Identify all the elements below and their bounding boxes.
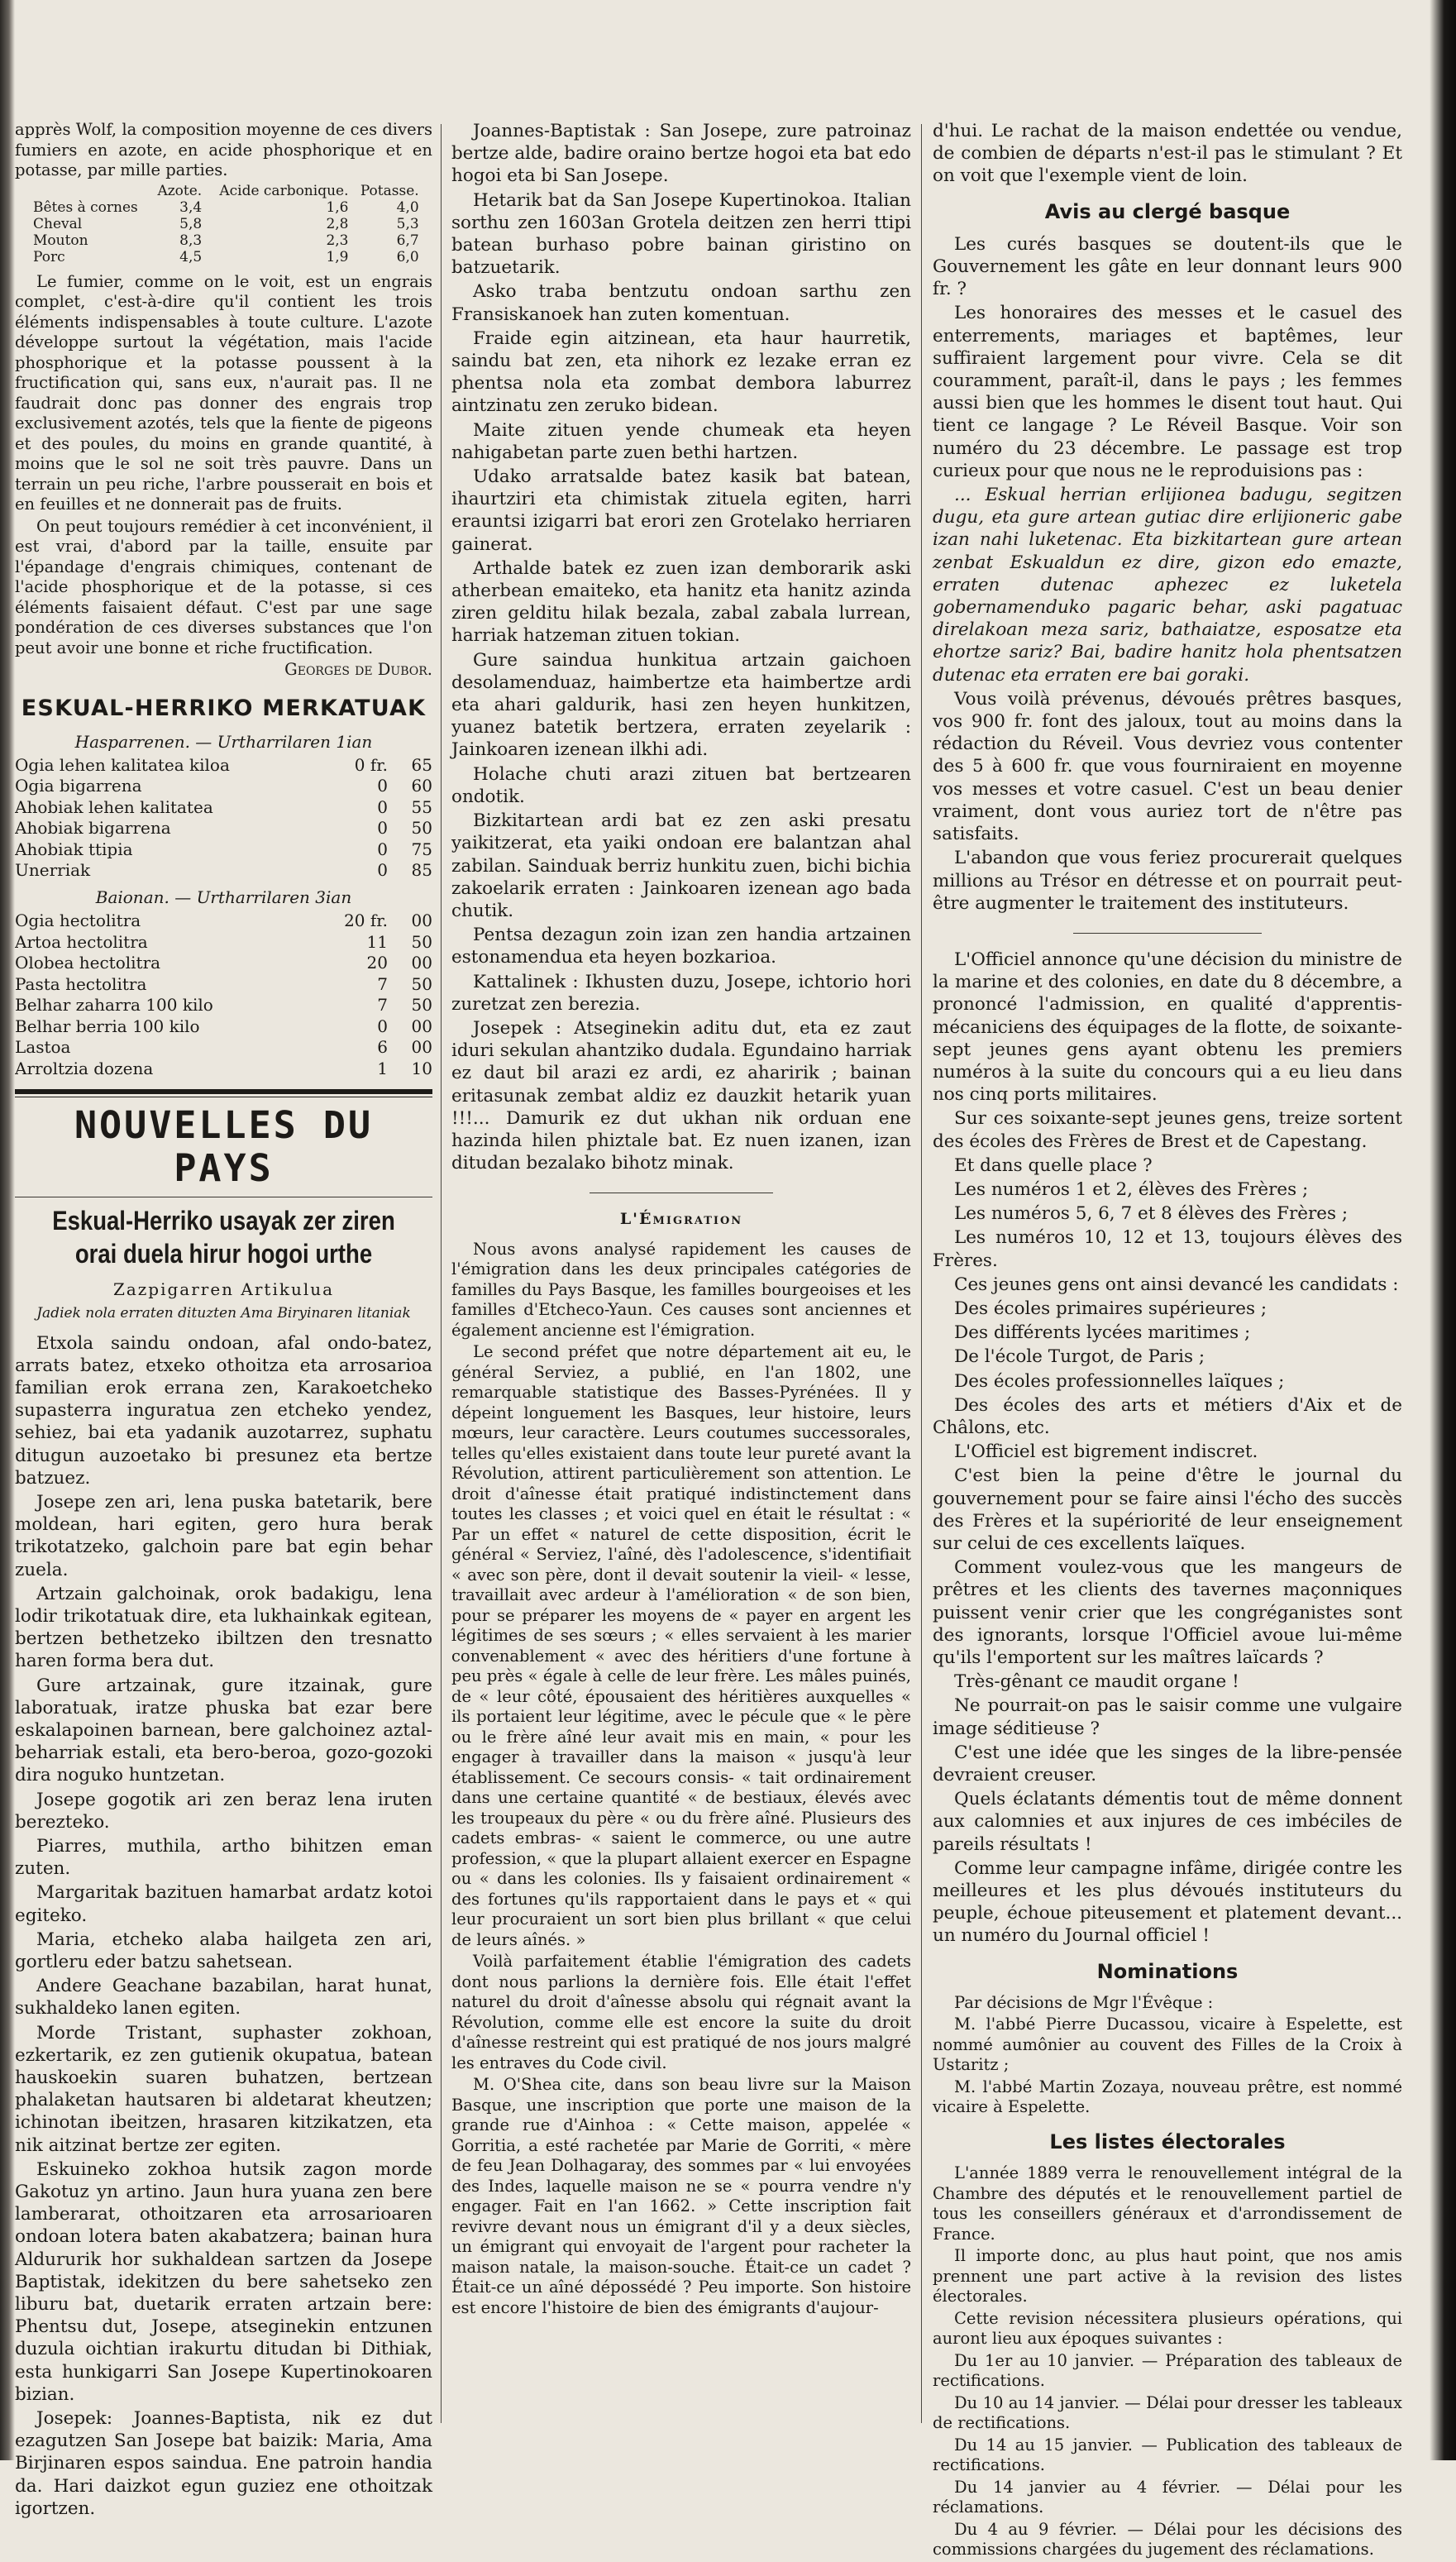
table-cell: Mouton xyxy=(33,232,88,249)
table-cell: 85 xyxy=(411,860,432,881)
table-cell: 0 xyxy=(377,818,388,839)
article-paragraph: Fraide egin aitzinean, eta haur haurretik, saindu bat zen, eta nihork ez lezake erran ez phentsa nola eta zombat dembora laburrez aintzinatu zen zeruko bidean. xyxy=(451,327,911,417)
table-cell: 5,3 xyxy=(396,215,419,232)
officiel-paragraph: L'Officiel est bigrement indiscret. xyxy=(954,1441,1258,1463)
table-cell: 75 xyxy=(411,839,432,859)
table-cell: Unerriak xyxy=(15,860,91,881)
table-cell: 60 xyxy=(411,776,432,796)
page-binding-shadow-left xyxy=(0,0,15,2460)
emigration-paragraph: M. O'Shea cite, dans son beau livre sur la Maison Basque, une inscription que porte une maison de la grande rue d'Ainhoa : « Cette maison, appelée « Gorritia, a esté rachetée par Marie de Gorriti, « mère de feu Jean Dolhagaray, des sommes par « lui envoyées des Indes, laquelle maison ne se « pourra vendre n'y engager. Fait en l'an 1662. » Cette inscription fait revivre devant nous un émigrant d'il y a deux siècles, un émigrant qui envoyait de l'argent pour racheter la maison natale, la maison-souche. Était-ce un cadet ? Était-ce un aîné dépossédé ? Peu importe. Son histoire est encore l'histoire de bien des émigrants d'aujour- xyxy=(451,2075,911,2317)
table-cell: 7 xyxy=(377,973,388,994)
emigration-title: L'Émigration xyxy=(619,1210,743,1229)
table-cell: 0 fr. xyxy=(354,754,388,775)
officiel-paragraph: Quels éclatants démentis tout de même donnent aux calomnies et aux injures de ces imbéciles de pareils résultats ! xyxy=(933,1789,1402,1855)
table-cell: Cheval xyxy=(33,215,83,232)
table-cell: 65 xyxy=(411,754,432,775)
author-signature: Georges de Dubor. xyxy=(284,660,432,679)
table-cell: Ogia bigarrena xyxy=(15,776,142,796)
officiel-paragraph: Des écoles professionnelles laïques ; xyxy=(954,1370,1285,1392)
table-cell: 0 xyxy=(377,776,388,796)
table-cell: Olobea hectolitra xyxy=(15,953,161,973)
article-paragraph: Maite zituen yende chumeak eta heyen nahigabetan parte zuen bethi hartzen. xyxy=(451,419,911,463)
emigration-paragraph: Le second préfet que notre département ait eu, le général Serviez, a publié, en l'an 1802, une remarquable statistique des Basses-Pyrénées. Il y dépeint longuement les Basques, leur histoire, leurs mœurs, leur caractère. Leurs coutumes successorales, telles qu'elles existaient dans toute leur pureté avant la Révolution, attirent particulièrement son attention. Le droit d'aînesse était pratiqué indistinctement dans toutes les classes ; et voici quel en était le résultat : « Par un effet « naturel de cette disposition, écrit le général « Serviez, l'aîné, dès l'adolescence, s'identifiait « avec son père, dont il devait soutenir la vieil- « lesse, travaillait avec ardeur à l'amélioration « de son bien, pour se préparer les moyens de « payer en argent les légitimes de ses sœurs ; « elles servaient à les marier convenablement « avec des héritiers d'une fortune à peu près « égale à celle de leur frère. Les mâles puinés, de « leur côté, épousaient des héritières auxquelles « ils portaient leur légitime, avec le pécule que « le père ou le frère aîné leur avait mis en main, « pour les engager à travailler dans la maison « jusqu'à leur établissement. Ce secours consis- « tait ordinairement dans une certaine quantité « de bestiaux, élevés avec les troupeaux du père « ou du frère aîné. Plusieurs des cadets embras- « saient le commerce, ou une autre profession, « que la plupart allaient exercer en Espagne ou « dans les colonies. Ils y faisaient ordinairement « des fortunes qu'ils rapportaient dans le pays et « qui leur procuraient un sort bien plus brillant « que celui de leurs aînés. » xyxy=(451,1342,911,1949)
table-cell: 50 xyxy=(411,995,432,1016)
table-header: Azote. xyxy=(157,182,203,199)
table-row xyxy=(15,1016,432,1038)
table-row xyxy=(15,1059,432,1080)
article-paragraph: Udako arratsalde batez kasik bat batean, ihaurtziri eta chimistak zituela egiten, harri erauntsi izigarri bat erori zen Grotelako herriaren gainerat. xyxy=(451,466,911,555)
table-cell: 20 xyxy=(366,953,388,973)
officiel-paragraph: Comme leur campagne infâme, dirigée contre les meilleures et les plus dévoués instituteurs du peuple, échoue piteusement et platement devant... un numéro du Journal officiel ! xyxy=(933,1857,1402,1947)
table-cell: Ahobiak ttipia xyxy=(15,839,133,859)
table-cell: 6,0 xyxy=(396,248,419,265)
article-paragraph: Arthalde batek ez zuen izan demborarik aski atherbean emaiteko, eta hanitz eta hanitz azinda ziren gelditu hilak bezala, zabal zabala lurrean, harriak hatzeman zituen tokian. xyxy=(451,557,911,647)
officiel-paragraph: Comment voulez-vous que les mangeurs de prêtres et les clients des tavernes maçonniques puissent venir crier que les congréganistes sont des ignorants, lorsque l'Officiel avoue lui-même qu'ils l'emportent sur les maîtres laïcards ? xyxy=(933,1557,1402,1668)
table-cell: 6 xyxy=(377,1037,388,1058)
officiel-paragraph: Les numéros 10, 12 et 13, toujours élèves des Frères. xyxy=(933,1227,1402,1271)
table-row xyxy=(30,232,422,249)
avis-paragraph: Vous voilà prévenus, dévoués prêtres basques, vos 900 fr. font des jaloux, tout au moins dans la rédaction du Réveil. Vous devriez vous contenter des 5 à 600 fr. que vous fourniraient en moyenne vos messes et votre casuel. C'est un beau denier vraiment, dont vous auriez tort de n'être pas satisfaits. xyxy=(933,688,1402,845)
article-paragraph: Artzain galchoinak, orok badakigu, lena lodir trikotatuak dire, eta lukhainkak egitean, bertzen bethetzeko ibiltzen den tresnatto haren forma bera dut. xyxy=(15,1583,432,1672)
column-2 xyxy=(451,120,911,2320)
market-1-table xyxy=(15,755,432,882)
article-paragraph: Bizkitartean ardi bat ez zen aski presatu yaikitzerat, eta yaiki ondoan ere balantzan ahal zabilan. Sainduak berriz hunkitu zuen, bichi bichia zakoelarik erraten : Jainkoaren izenean ago bada chutik. xyxy=(451,810,911,921)
article-paragraph: Josepe zen ari, lena puska batetarik, bere moldean, hari egiten, gero hura berak trikotatzeko, galchoin pare bat egin behar zuela. xyxy=(15,1491,432,1580)
page-binding-shadow-right xyxy=(1430,0,1456,2460)
nominations-paragraph: M. l'abbé Pierre Ducassou, vicaire à Espelette, est nommé aumônier au couvent des Filles de la Croix à Ustaritz ; xyxy=(933,2015,1402,2075)
table-cell: 0 xyxy=(377,1016,388,1036)
officiel-paragraph: Des différents lycées maritimes ; xyxy=(954,1322,1251,1344)
table-cell: 8,3 xyxy=(179,232,203,249)
table-cell: Pasta hectolitra xyxy=(15,973,147,994)
table-cell: Bêtes à cornes xyxy=(33,198,138,216)
table-row xyxy=(15,818,432,839)
article-paragraph: Eskuineko zokhoa hutsik zagon morde Gakotuz yn artino. Jaun hura yuana zen bere lamberarat, othoitzaren eta arrosarioaren ondoan lotera baten akabatzera; bainan hura Aldururik hor sukhaldean sartzen da Josepe Baptistak, idekitzen du bere sahetseko zen liburu bat, duetarik erraten artzain bere: Phentsu dut, Josepe, atseginekin entzunen duzula oichtian irakurtu ditudan bi Dithiak, esta hunkigarri San Josepe Kupertinokoaren bizian. xyxy=(15,2158,432,2405)
table-cell: 50 xyxy=(411,818,432,839)
market-2-place: Baionan. — Urtharrilaren 3ian xyxy=(95,887,352,907)
market-2-table xyxy=(15,911,432,1079)
fumier-body: Le fumier, comme on le voit, est un engrais complet, c'est-à-dire qu'il contient les trois éléments indispensables à toute culture. L'azote développe surtout la végétation, mais l'acide phosphorique et la potasse poussent à la fructification qui, sans eux, n'aurait pas. Il ne faudrait donc pas donner des engrais trop exclusivement azotés, tels que la fiente de pigeons et des poules, du moins en grande quantité, à moins que le sol ne soit très pauvre. Dans un terrain un peu riche, l'arbre pousserait en bois et en feuilles et ne donnerait pas de fruits. xyxy=(15,271,432,514)
table-header xyxy=(30,183,150,199)
officiel-paragraph: Très-gênant ce maudit organe ! xyxy=(954,1671,1239,1693)
article-paragraph: Holache chuti arazi zituen bat bertzearen ondotik. xyxy=(451,763,911,807)
table-cell: 4,5 xyxy=(179,248,203,265)
column-divider-2 xyxy=(921,124,922,2423)
article-paragraph: Pentsa dezagun zoin izan zen handia artzainen estonamendua eta heyen bozkarioa. xyxy=(451,925,911,968)
table-cell: 2,3 xyxy=(326,232,349,249)
avis-clerge-title: Avis au clergé basque xyxy=(1044,199,1291,223)
table-cell: 1 xyxy=(377,1058,388,1078)
table-row xyxy=(15,860,432,882)
table-cell: 1,6 xyxy=(326,198,349,216)
fumier-body-2: On peut toujours remédier à cet inconvénient, il est vrai, d'abord par la taille, ensuite par l'épandage d'engrais chimiques, contenant de l'acide phosphorique et de la potasse, si ces éléments faisaient défaut. C'est par une sage pondération de ces diverses substances que l'on peut avoir une bonne et riche fructification. xyxy=(15,516,432,657)
table-row xyxy=(15,953,432,974)
listes-paragraph: Il importe donc, au plus haut point, que nos amis prennent une part active à la revision des listes électorales. xyxy=(933,2246,1402,2306)
officiel-paragraph: Des écoles primaires supérieures ; xyxy=(954,1298,1267,1319)
officiel-paragraph: Les numéros 5, 6, 7 et 8 élèves des Frères ; xyxy=(954,1203,1349,1225)
table-row xyxy=(15,911,432,932)
article-paragraph: Josepek: Joannes-Baptista, nik ez dut ezagutzen San Josepe bat baizik: Maria, Ama Birjinaren espos saindua. Ene patroin handia da. Hari daizkot egun guziez ene othoitzak igortzen. xyxy=(15,2408,432,2519)
article-paragraph: Josepe gogotik ari zen beraz lena iruten berezteko. xyxy=(15,1789,432,1833)
listes-paragraph: Du 14 au 15 janvier. — Publication des tableaux de rectifications. xyxy=(933,2435,1402,2475)
table-cell: Belhar berria 100 kilo xyxy=(15,1016,200,1036)
officiel-paragraph: C'est une idée que les singes de la libre-pensée devraient creuser. xyxy=(933,1742,1402,1786)
table-header: Potasse. xyxy=(360,182,419,199)
officiel-paragraph: L'Officiel annonce qu'une décision du ministre de la marine et des colonies, en date du 8 décembre, a prononcé l'admission, en qualité d'apprentis-mécaniciens des équipages de la flotte, de soixante-sept jeunes gens ayant obtenu les premiers numéros à la suite du concours qui a eu lieu dans nos cinq ports militaires. xyxy=(933,949,1402,1106)
article-paragraph: Etxola saindu ondoan, afal ondo-batez, arrats batez, etxeko othoitza eta arrosarioa familian erok errana zen, Karakoetcheko supasterra inguratua zen etcheko yendez, sehiez, bai eta yadanik auzotarrez, suphatu ditugun auzoetako bi presunez eta bertze batzuez. xyxy=(15,1332,432,1489)
table-cell: Artoa hectolitra xyxy=(15,931,148,952)
emigration-paragraph: Voilà parfaitement établie l'émigration des cadets dont nous parlions la dernière fois. Elle était l'effet naturel du droit d'aînesse absolu qui régnait avant la Révolution, comme elle est encore la suite du droit d'aînesse restreint qui est pratiqué de nos jours malgré les entraves du Code civil. xyxy=(451,1952,911,2072)
listes-paragraph: Du 1er au 10 janvier. — Préparation des tableaux de rectifications. xyxy=(933,2350,1402,2391)
officiel-paragraph: Sur ces soixante-sept jeunes gens, treize sortent des écoles des Frères de Brest et de Capestang. xyxy=(933,1108,1402,1152)
table-cell: 0 xyxy=(377,796,388,817)
section-divider xyxy=(15,1089,432,1097)
table-cell: 50 xyxy=(411,931,432,952)
officiel-paragraph: Et dans quelle place ? xyxy=(954,1154,1153,1176)
table-cell: Ogia lehen kalitatea kiloa xyxy=(15,754,230,775)
listes-paragraph: Du 14 janvier au 4 février. — Délai pour les réclamations. xyxy=(933,2477,1402,2517)
officiel-paragraph: Les numéros 1 et 2, élèves des Frères ; xyxy=(954,1178,1309,1200)
emigration-paragraph: Nous avons analysé rapidement les causes de l'émigration dans les deux principales catégories de familles du Pays Basque, les familles bourgeoises et les familles d'Etcheco-Yaun. Ces causes sont anciennes et également ancienne est l'émigration. xyxy=(451,1239,911,1340)
avis-paragraph: Les curés basques se doutent-ils que le Gouvernement les gâte en leur donnant leurs 900 fr. ? xyxy=(933,233,1402,300)
table-cell: Ahobiak bigarrena xyxy=(15,818,171,839)
fumier-intro: apprès Wolf, la composition moyenne de ces divers fumiers en azote, en acide phosphorique et en potasse, par mille parties. xyxy=(15,120,432,179)
avis-quote: ... Eskual herrian erlijionea badugu, segitzen dugu, eta gure artean gutiac dire erlijioneric gabe izan nahi luketenac. Eta bizkitartean gure artean zenbat Eskualdun ez dire, gizon edo emazte, erraten dutenac aphezec ez luketela gobernamenduko pagaric behar, aski pagatuac direlakoan meza sariz, bathaiatze, esposatze eta ehortze sariz? Bai, badire hanitz hola phentsatzen dutenac eta erraten ere bai goraki. xyxy=(933,485,1402,686)
table-cell: 4,0 xyxy=(396,198,419,216)
table-cell: Porc xyxy=(33,248,65,265)
table-row xyxy=(15,995,432,1016)
column-1 xyxy=(15,120,432,2521)
table-row xyxy=(15,797,432,819)
table-cell: 20 fr. xyxy=(344,911,388,931)
table-cell: 0 xyxy=(377,860,388,881)
article-paragraph: Kattalinek : Ikhusten duzu, Josepe, ichtorio hori zuretzat zen berezia. xyxy=(451,971,911,1015)
article-paragraph: Gure saindua hunkitua artzain gaichoen desolamenduaz, haimbertze eta haimbertze ardi eta ahari galdurik, hasi zen heyen hunkitzen, yuanez batetik bertzera, erraten zeyelarik : Jainkoaren izenean ilkhi adi. xyxy=(451,649,911,761)
table-cell: 3,4 xyxy=(179,198,203,216)
table-cell: 55 xyxy=(411,796,432,817)
listes-paragraph: L'année 1889 verra le renouvellement intégral de la Chambre des députés et le renouvellement partiel de tous les conseillers généraux et d'arrondissement de France. xyxy=(933,2163,1402,2244)
table-cell: 7 xyxy=(377,995,388,1016)
article-paragraph: Josepek : Atseginekin aditu dut, eta ez zaut iduri sekulan ahantziko dudala. Egundaino harriak ez daut bil arazi ez ardi, ez aharirik ; bainan eritasunak zembat aldiz ez dauzkit hetarik yuan !!!... Damurik ez dut ukhan nik orduan ene hazinda hilen phiztale bat. Ez nuen izanen, izan ditudan bezalako bihotz minak. xyxy=(451,1017,911,1174)
listes-paragraph: Du 4 au 9 février. — Délai pour les décisions des commissions chargées du jugement des réclamations. xyxy=(933,2519,1402,2560)
article-paragraph: Andere Geachane bazabilan, harat hunat, sukhaldeko lanen egiten. xyxy=(15,1976,432,2019)
nominations-title: Nominations xyxy=(1096,1959,1239,1983)
table-cell: 50 xyxy=(411,973,432,994)
article-subtitle: Zazpigarren Artikulua xyxy=(112,1279,335,1300)
market-1-place: Hasparrenen. — Urtharrilaren 1ian xyxy=(74,731,373,752)
table-cell: 00 xyxy=(411,1016,432,1036)
table-row xyxy=(15,776,432,797)
nominations-paragraph: M. l'abbé Martin Zozaya, nouveau prêtre, est nommé vicaire à Espelette. xyxy=(933,2077,1402,2117)
table-cell: 0 xyxy=(377,839,388,859)
article-subtitle-2: Jadiek nola erraten dituzten Ama Biryinaren litaniak xyxy=(36,1305,411,1322)
nouvelles-section-title: NOUVELLES DU PAYS xyxy=(74,1103,374,1191)
listes-paragraph: Cette revision nécessitera plusieurs opérations, qui auront lieu aux époques suivantes : xyxy=(933,2308,1402,2349)
fumier-composition-table xyxy=(30,183,422,265)
table-cell: 1,9 xyxy=(326,248,349,265)
avis-paragraph: Les honoraires des messes et le casuel des enterrements, mariages et baptêmes, leur suffiraient largement pour vivre. Cela se dit couramment, paraît-il, dans le pays ; les femmes aussi bien que les hommes le disent tout haut. Qui tient ce langage ? Le Réveil Basque. Voir son numéro du 23 décembre. Le passage est trop curieux pour que nous ne le reproduisions pas : xyxy=(933,303,1402,481)
article-paragraph: Morde Tristant, suphaster zokhoan, ezkertarik, ez zen gutienik okupatua, batean hauskoekin suaren buhatzen, bertzean phalaketan hautsaren bi aldetarat kheutzen; ichinotan ibeitzen, hrasaren kitzikatzen, eta nik aitzinat bertze zer egiten. xyxy=(15,2022,432,2156)
avis-paragraph: L'abandon que vous feriez procurerait quelques millions au Trésor en détresse et on pourrait peut-être augmenter le traitement des instituteurs. xyxy=(933,848,1402,914)
table-cell: 00 xyxy=(411,953,432,973)
table-cell: Arroltzia dozena xyxy=(15,1058,154,1078)
table-row xyxy=(30,249,422,265)
table-cell: 6,7 xyxy=(396,232,419,249)
article-paragraph: Joannes-Baptistak : San Josepe, zure patroinaz bertze alde, badire oraino bertze hogoi eta bat edo hogoi eta bi San Josepe. xyxy=(451,121,911,187)
table-row xyxy=(15,932,432,954)
officiel-paragraph: De l'école Turgot, de Paris ; xyxy=(954,1346,1205,1368)
article-title: Eskual-Herriko usayak zer ziren orai duela hirur hogoi urthe xyxy=(52,1206,395,1269)
officiel-paragraph: Des écoles des arts et métiers d'Aix et de Châlons, etc. xyxy=(933,1394,1402,1438)
article-paragraph: Piarres, muthila, artho bihitzen eman zuten. xyxy=(15,1835,432,1880)
column-divider-1 xyxy=(441,124,442,2423)
article-paragraph: Margaritak bazituen hamarbat ardatz kotoi egiteko. xyxy=(15,1882,432,1926)
article-paragraph: Maria, etcheko alaba hailgeta zen ari, gortleru eder batzu sahetsean. xyxy=(15,1929,432,1972)
table-header: Acide carbonique. xyxy=(219,182,349,199)
officiel-paragraph: C'est bien la peine d'être le journal du gouvernement pour se faire ainsi l'écho des succès des Frères et la supériorité de leur enseignement sur celui de ces excellents laïques. xyxy=(933,1465,1402,1554)
officiel-paragraph: Ces jeunes gens ont ainsi devancé les candidats : xyxy=(954,1274,1399,1295)
article-paragraph: Gure artzainak, gure itzainak, gure laboratuak, iratze phuska bat ezar bere eskalapoinen barnean, bere galchoinez aztal-beharriak estali, eta bero-beroa, gozo-gozoki dira noguko huntzetan. xyxy=(15,1675,432,1786)
article-paragraph: Asko traba bentzutu ondoan sarthu zen Fransiskanoek han zuten komentuan. xyxy=(451,281,911,325)
table-row xyxy=(15,839,432,861)
article-paragraph: Hetarik bat da San Josepe Kupertinokoa. Italian sorthu zen 1603an Grotela deitzen zen herri ttipi batean burhaso pobre bainan giristino on batzuetarik. xyxy=(451,189,911,279)
table-row xyxy=(15,1037,432,1059)
table-cell: 5,8 xyxy=(179,215,203,232)
section-divider xyxy=(1073,933,1261,934)
table-row xyxy=(15,974,432,996)
table-cell: 10 xyxy=(411,1058,432,1078)
table-row xyxy=(15,755,432,777)
officiel-paragraph: Ne pourrait-on pas le saisir comme une vulgaire image séditieuse ? xyxy=(933,1695,1402,1739)
listes-paragraph: Du 10 au 14 janvier. — Délai pour dresser les tableaux de rectifications. xyxy=(933,2392,1402,2433)
table-cell: Ahobiak lehen kalitatea xyxy=(15,796,213,817)
table-cell: Belhar zaharra 100 kilo xyxy=(15,995,213,1016)
column-3 xyxy=(933,120,1402,2562)
table-cell: Ogia hectolitra xyxy=(15,911,141,931)
emigration-continuation: d'hui. Le rachat de la maison endettée ou vendue, de combien de départs n'est-il pas le stimulant ? Et on voit que l'exemple vient de loin. xyxy=(933,121,1402,187)
nominations-paragraph: Par décisions de Mgr l'Évêque : xyxy=(954,1992,1214,2012)
table-cell: 11 xyxy=(366,931,388,952)
table-cell: 00 xyxy=(411,1037,432,1058)
table-row xyxy=(30,199,422,216)
market-section-title: ESKUAL-HERRIKO MERKATUAK xyxy=(21,695,427,721)
table-cell: 2,8 xyxy=(326,215,349,232)
table-row xyxy=(30,216,422,232)
table-cell: Lastoa xyxy=(15,1037,71,1058)
table-cell: 00 xyxy=(411,911,432,931)
listes-electorales-title: Les listes électorales xyxy=(1049,2129,1286,2153)
